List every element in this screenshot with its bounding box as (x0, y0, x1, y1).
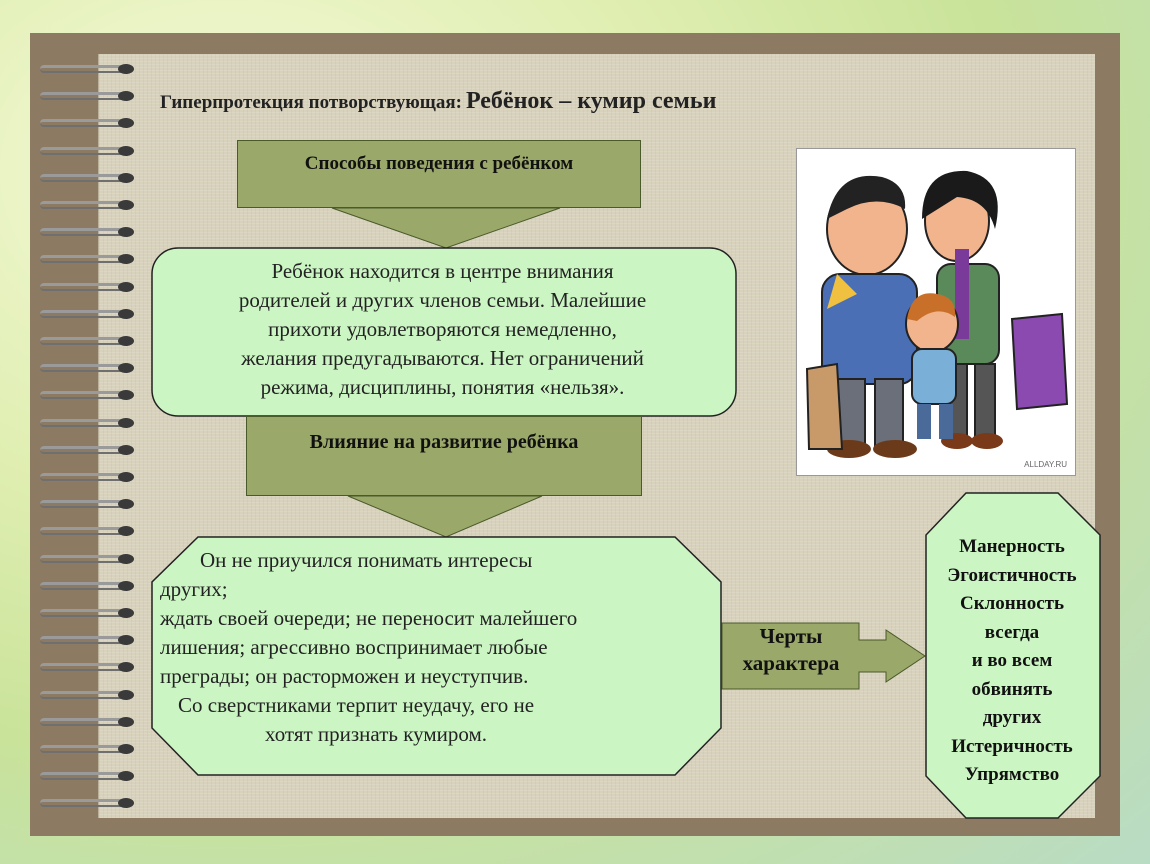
methods-label: Способы поведения с ребёнком (304, 153, 574, 174)
influence-label: Влияние на развитие ребёнка (309, 431, 579, 453)
traits-arrow-line2: характера (742, 651, 840, 675)
trait-item: Манерность (959, 536, 1065, 557)
traits-list (926, 533, 1098, 790)
note2-line: других; (160, 577, 228, 601)
trait-item: других (982, 707, 1042, 728)
note1-line: прихоти удовлетворяются немедленно, (268, 317, 617, 341)
note2-line: преграды; он расторможен и неуступчив. (160, 664, 529, 688)
watermark-text: ALLDAY.RU (1024, 460, 1067, 469)
trait-item: обвинять (971, 678, 1053, 700)
note1-line: режима, дисциплины, понятия «нельзя». (260, 375, 625, 399)
note2-line: Он не приучился понимать интересы (200, 548, 533, 572)
family-cartoon (797, 149, 1075, 475)
note-influence (160, 546, 720, 749)
family-illustration (796, 148, 1076, 476)
note-behavior (160, 257, 725, 402)
methods-arrow (332, 208, 560, 248)
note2-line: лишения; агрессивно воспринимает любые (160, 635, 548, 659)
influence-box (246, 416, 642, 496)
methods-box (237, 140, 641, 208)
traits-arrow-line1: Черты (759, 624, 823, 648)
traits-arrow-label (725, 623, 857, 689)
trait-item: Эгоистичность (947, 564, 1077, 586)
note1-line: желания предугадываются. Нет ограничений (241, 346, 644, 370)
note1-line: Ребёнок находится в центре внимания (271, 259, 614, 283)
trait-item: Склонность (959, 593, 1065, 614)
trait-item: всегда (984, 621, 1040, 643)
note2-line: ждать своей очереди; не переносит малейшего (160, 606, 578, 630)
note2-line: хотят признать кумиром. (265, 722, 487, 746)
trait-item: и во всем (971, 650, 1053, 671)
trait-item: Упрямство (964, 764, 1060, 785)
note2-line: Со сверстниками терпит неудачу, его не (178, 693, 535, 717)
title-part1: Гиперпротекция потворствующая: (160, 92, 462, 113)
influence-arrow (348, 496, 542, 537)
trait-item: Истеричность (951, 735, 1073, 757)
note1-line: родителей и других членов семьи. Малейшие (238, 288, 647, 312)
title-part2: Ребёнок – кумир семьи (465, 88, 717, 114)
